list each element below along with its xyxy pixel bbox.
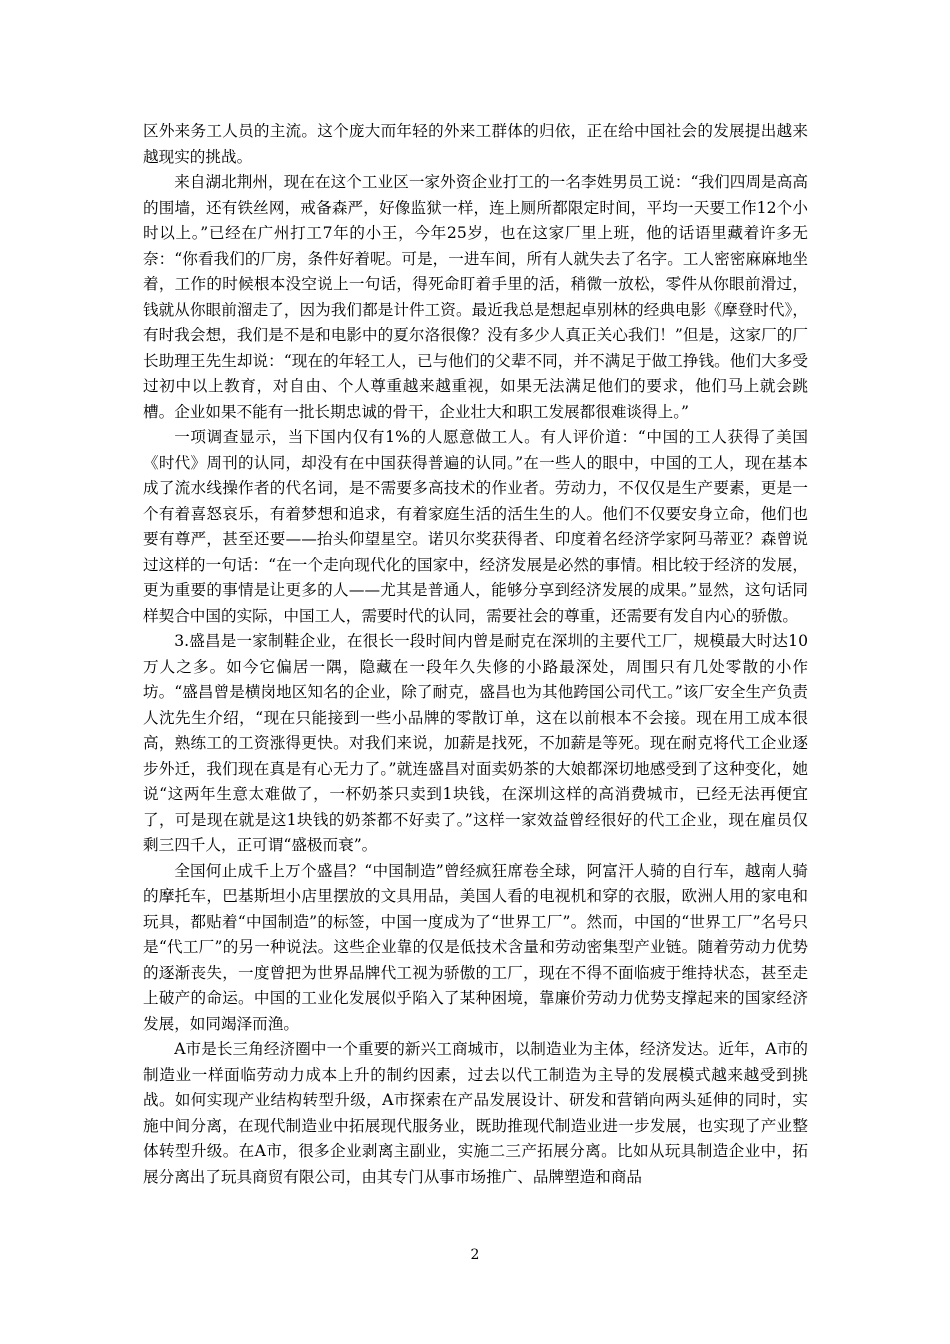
paragraph-city-a: A市是长三角经济圈中一个重要的新兴工商城市，以制造业为主体，经济发达。近年，A市的制造业一样面临劳动力成本上升的制约因素，过去以代工制造为主导的发展模式越来越受到挑战。如何实现产业结构转型升级，A市探索在产品发展设计、研发和营销向两头延伸的同时，实施中间分离，在现代制造业中拓展现代服务业，既助推现代制造业进一步发展，也实现了产业整体转型升级。在A市，很多企业剥离主副业，实施二三产拓展分离。比如从玩具制造企业中，拓展分离出了玩具商贸有限公司，由其专门从事市场推广、品牌塑造和商品 (143, 1040, 808, 1186)
page-number: 2 (470, 1247, 480, 1263)
paragraph-survey: 一项调查显示，当下国内仅有1%的人愿意做工人。有人评价道：“中国的工人获得了美国《时代》周刊的认同，却没有在中国获得普遍的认同。”在一些人的眼中，中国的工人，现在基本成了流水线操作者的代名词，是不需要多高技术的作业者。劳动力，不仅仅是生产要素，更是一个有着喜怒哀乐，有着梦想和追求，有着家庭生活的活生生的人。他们不仅要安身立命，他们也要有尊严，甚至还要——抬头仰望星空。诺贝尔奖获得者、印度着名经济学家阿马蒂亚？森曾说过这样的一句话：“在一个走向现代化的国家中，经济发展是必然的事情。相比较于经济的发展，更为重要的事情是让更多的人——尤其是普通人，能够分享到经济发展的成果。”显然，这句话同样契合中国的实际，中国工人，需要时代的认同，需要社会的尊重，还需要有发自内心的骄傲。 (143, 428, 808, 625)
paragraph-continuation: 区外来务工人员的主流。这个庞大而年轻的外来工群体的归依，正在给中国社会的发展提出越来越现实的挑战。 (143, 122, 808, 166)
paragraph-worker-interviews: 来自湖北荆州，现在在这个工业区一家外资企业打工的一名李姓男员工说：“我们四周是高高的围墙，还有铁丝网，戒备森严，好像监狱一样，连上厕所都限定时间，平均一天要工作12个小时以上。”已经在广州打工7年的小王，今年25岁，也在这家厂里上班，他的话语里藏着许多无奈：“你看我们的厂房，条件好着呢。可是，一进车间，所有人就失去了名字。工人密密麻麻地坐着，工作的时候根本没空说上一句话，得死命盯着手里的活，稍微一放松，零件从你眼前滑过，钱就从你眼前溜走了，因为我们都是计件工资。最近我总是想起卓别林的经典电影《摩登时代》，有时我会想，我们是不是和电影中的夏尔洛很像？没有多少人真正关心我们！”但是，这家厂的厂长助理王先生却说：“现在的年轻工人，已与他们的父辈不同，并不满足于做工挣钱。他们大多受过初中以上教育，对自由、个人尊重越来越重视，如果无法满足他们的要求，他们马上就会跳槽。企业如果不能有一批长期忠诚的骨干，企业壮大和职工发展都很难谈得上。” (143, 173, 808, 421)
paragraph-shengchang: 3.盛昌是一家制鞋企业，在很长一段时间内曾是耐克在深圳的主要代工厂，规模最大时达10万人之多。如今它偏居一隅，隐藏在一段年久失修的小路最深处，周围只有几处零散的小作坊。“盛昌曾是横岗地区知名的企业，除了耐克，盛昌也为其他跨国公司代工。”该厂安全生产负责人沈先生介绍，“现在只能接到一些小品牌的零散订单，这在以前根本不会接。现在用工成本很高，熟练工的工资涨得更快。对我们来说，加薪是找死，不加薪是等死。现在耐克将代工企业逐步外迁，我们现在真是有心无力了。”就连盛昌对面卖奶茶的大娘都深切地感受到了这种变化，她说“这两年生意太难做了，一杯奶茶只卖到1块钱，在深圳这样的高消费城市，已经无法再便宜了，可是现在就是这1块钱的奶茶都不好卖了。”这样一家效益曾经很好的代工企业，现在雇员仅剩三四千人，正可谓“盛极而衰”。 (143, 632, 808, 854)
document-body (143, 119, 808, 1190)
paragraph-world-factory: 全国何止成千上万个盛昌？“中国制造”曾经疯狂席卷全球，阿富汗人骑的自行车，越南人骑的摩托车，巴基斯坦小店里摆放的文具用品，美国人看的电视机和穿的衣服，欧洲人用的家电和玩具，都贴着“中国制造”的标签，中国一度成为了“世界工厂”。然而，中国的“世界工厂”名号只是“代工厂”的另一种说法。这些企业靠的仅是低技术含量和劳动密集型产业链。随着劳动力优势的逐渐丧失，一度曾把为世界品牌代工视为骄傲的工厂，现在不得不面临疲于维持状态，甚至走上破产的命运。中国的工业化发展似乎陷入了某种困境，靠廉价劳动力优势支撑起来的国家经济发展，如同竭泽而渔。 (143, 861, 808, 1033)
